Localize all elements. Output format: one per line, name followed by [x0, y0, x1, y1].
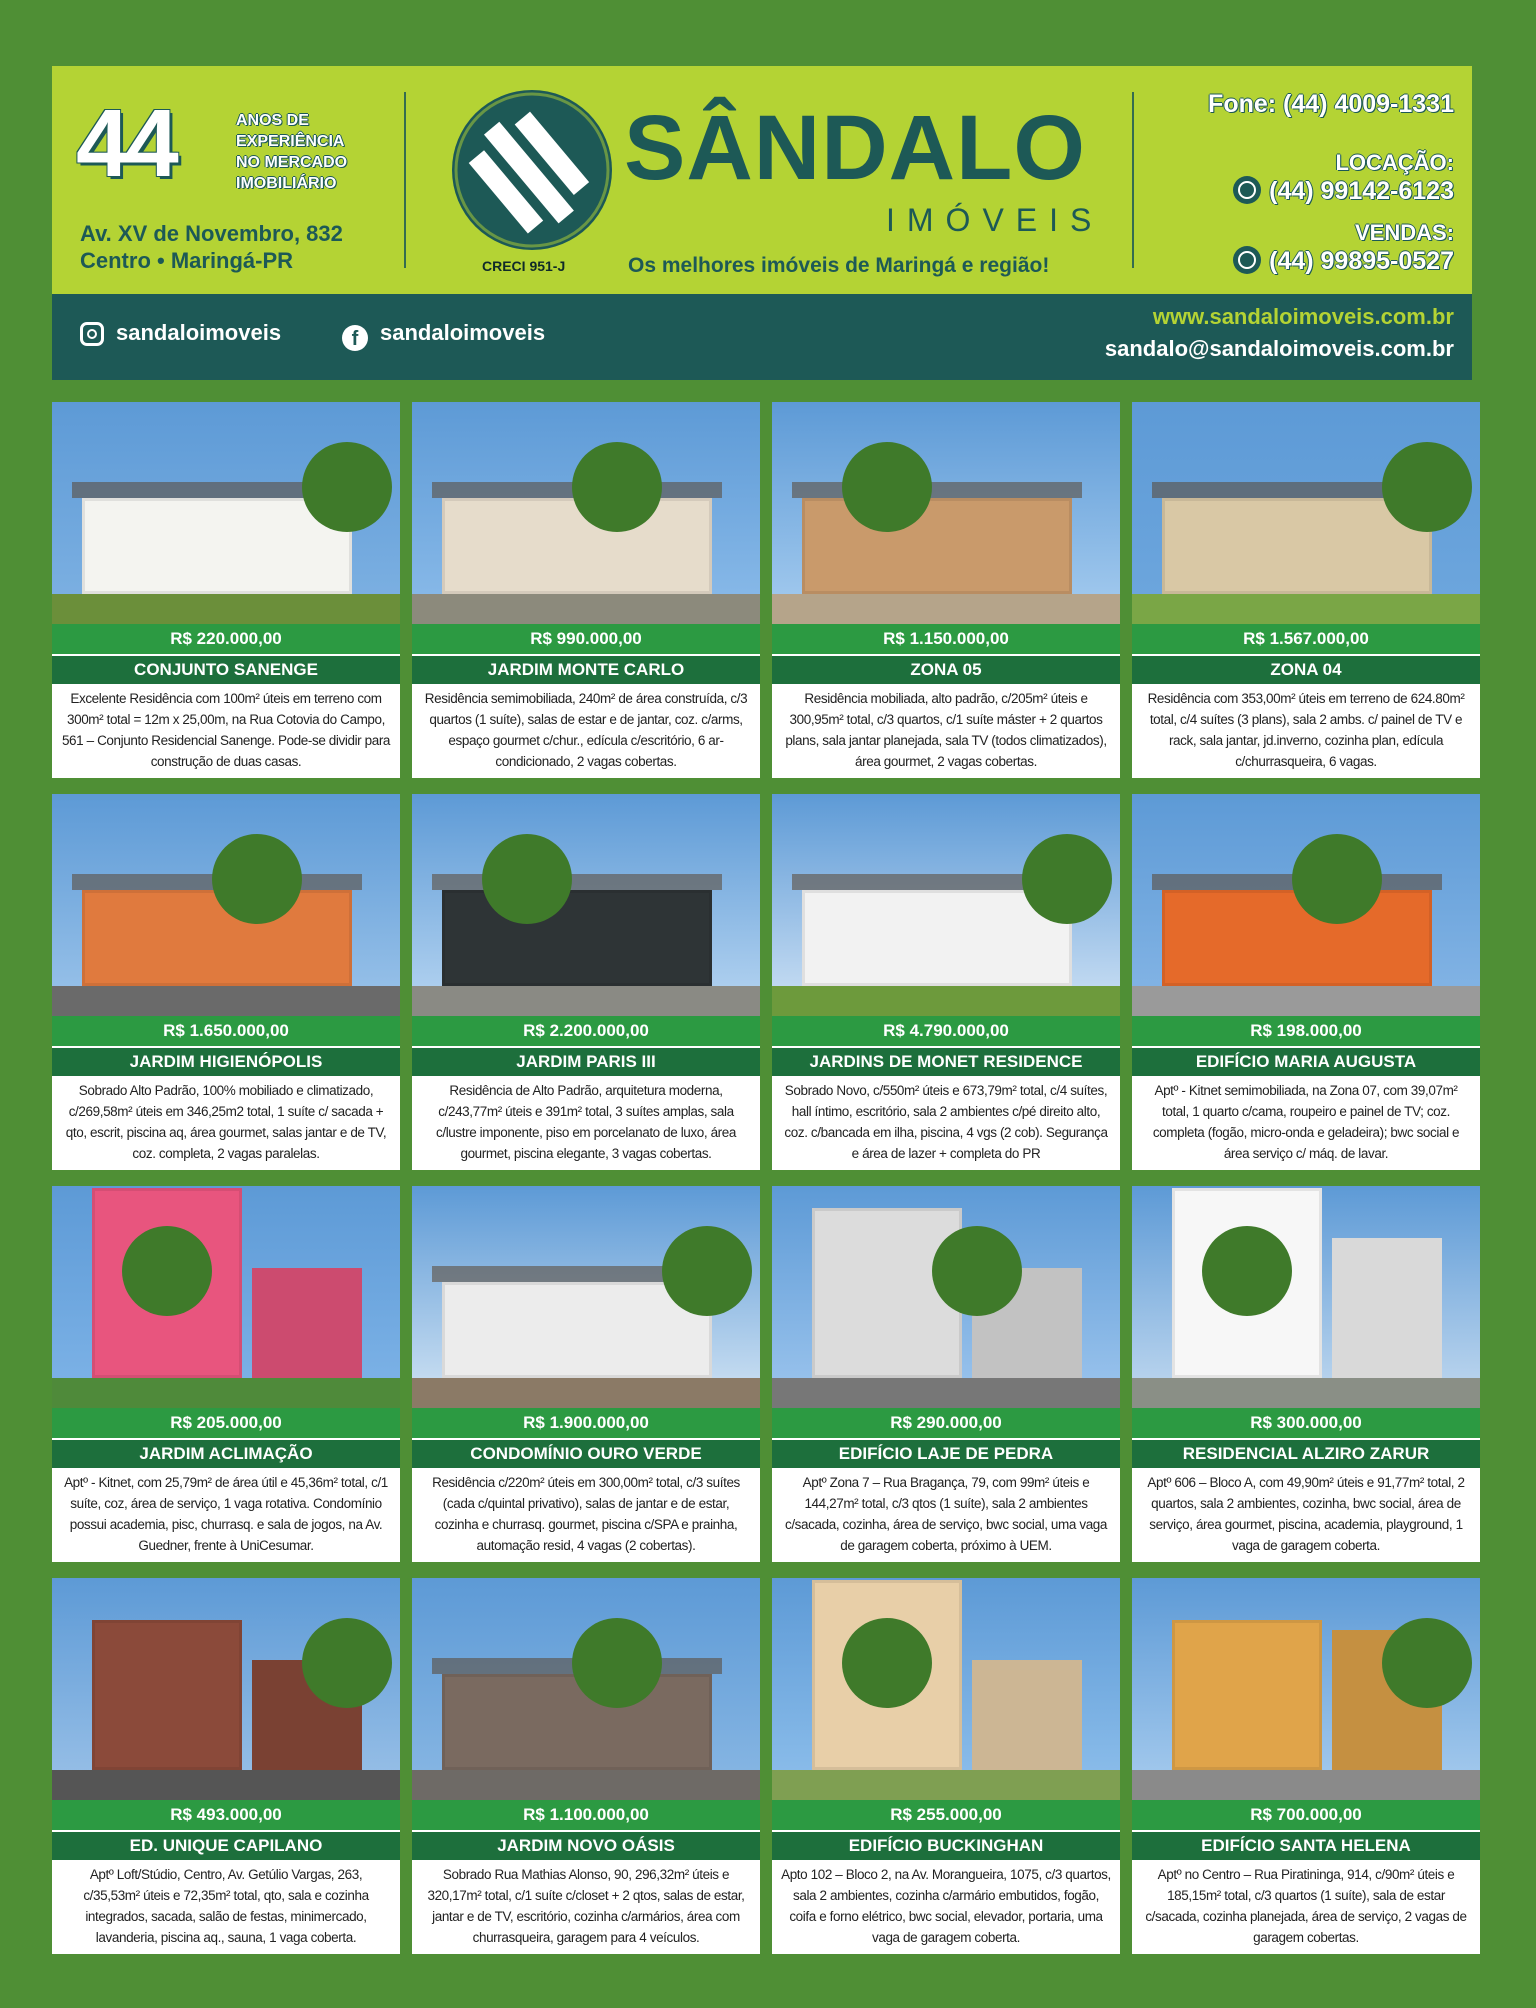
- listing-photo[interactable]: [412, 1578, 760, 1800]
- vendas-phone[interactable]: [1233, 246, 1454, 276]
- listing-price: R$ 4.790.000,00: [772, 1016, 1120, 1046]
- listing-name: EDIFÍCIO BUCKINGHAN: [772, 1832, 1120, 1860]
- address-line: Centro • Maringá-PR: [80, 248, 294, 273]
- listing-name: EDIFÍCIO LAJE DE PEDRA: [772, 1440, 1120, 1468]
- listing-photo[interactable]: [772, 1578, 1120, 1800]
- listing-description: Residência de Alto Padrão, arquitetura moderna, c/243,77m² úteis e 391m² total, 3 suítes amplas, sala c/lustre imponente, piso em porcelanato de luxo, área gourmet, piscina elegante, 3 vagas cobertas.: [436, 1083, 736, 1161]
- listing-name: ZONA 04: [1132, 656, 1480, 684]
- listing-photo[interactable]: [412, 1186, 760, 1408]
- listing-photo[interactable]: [1132, 402, 1480, 624]
- listing-name: EDIFÍCIO MARIA AUGUSTA: [1132, 1048, 1480, 1076]
- header-banner: [52, 66, 1472, 294]
- listing-price: R$ 1.900.000,00: [412, 1408, 760, 1438]
- logo-icon: [452, 90, 612, 250]
- listing-description: Excelente Residência com 100m² úteis em terreno com 300m² total = 12m x 25,00m, na Rua Cotovia do Campo, 561 – Conjunto Residencial Sanenge. Pode-se dividir para construção de duas casas.: [61, 691, 391, 769]
- listing-photo[interactable]: [1132, 1186, 1480, 1408]
- listing-photo[interactable]: [52, 794, 400, 1016]
- listing-description: Sobrado Alto Padrão, 100% mobiliado e climatizado, c/269,58m² úteis em 346,25m2 total, 1 suíte c/ sacada + qto, escrit, piscina aq, área gourmet, salas jantar e de TV, coz. completa, 2 vagas paralelas.: [65, 1083, 387, 1161]
- listing-price: R$ 1.567.000,00: [1132, 624, 1480, 654]
- listing-photo[interactable]: [412, 794, 760, 1016]
- years-text-line: ANOS DE: [236, 112, 309, 129]
- listing-name: EDIFÍCIO SANTA HELENA: [1132, 1832, 1480, 1860]
- listing-name: ED. UNIQUE CAPILANO: [52, 1832, 400, 1860]
- whatsapp-icon: [1233, 176, 1261, 204]
- instagram-icon: [80, 322, 104, 346]
- locacao-phone[interactable]: [1233, 176, 1454, 206]
- facebook-handle: sandaloimoveis: [380, 320, 546, 345]
- listing-price: R$ 220.000,00: [52, 624, 400, 654]
- listing-card[interactable]: [52, 794, 400, 1170]
- creci: CRECI 951-J: [482, 258, 566, 274]
- years-number: 44: [76, 90, 175, 197]
- listing-card[interactable]: [1132, 1578, 1480, 1954]
- listing-name: JARDINS DE MONET RESIDENCE: [772, 1048, 1120, 1076]
- years-text-line: EXPERIÊNCIA: [236, 133, 345, 150]
- listing-photo[interactable]: [412, 402, 760, 624]
- listing-description: Residência com 353,00m² úteis em terreno de 624.80m² total, c/4 suítes (3 plans), sala 2 ambs. c/ painel de TV e rack, sala jantar, jd.inverno, cozinha plan, edícula c/churrasqueira, 6 vagas.: [1147, 691, 1465, 769]
- listing-description: Aptº 606 – Bloco A, com 49,90m² úteis e 91,77m² total, 2 quartos, sala 2 ambientes, cozinha, bwc social, área de serviço, área gourmet, piscina, academia, playground, 1 vaga de garagem coberta.: [1147, 1475, 1465, 1553]
- listing-photo[interactable]: [1132, 1578, 1480, 1800]
- instagram-handle: sandaloimoveis: [116, 320, 282, 345]
- listing-card[interactable]: [412, 402, 760, 778]
- listing-price: R$ 1.100.000,00: [412, 1800, 760, 1830]
- listing-price: R$ 290.000,00: [772, 1408, 1120, 1438]
- divider: [404, 92, 406, 268]
- listing-photo[interactable]: [52, 1578, 400, 1800]
- listing-description: Aptº Zona 7 – Rua Bragança, 79, com 99m² úteis e 144,27m² total, c/3 qtos (1 suíte), sala 2 ambientes c/sacada, cozinha, área de serviço, bwc social, uma vaga de garagem coberta, próximo à UEM.: [784, 1475, 1108, 1553]
- listing-price: R$ 1.150.000,00: [772, 624, 1120, 654]
- listing-description: Aptº Loft/Stúdio, Centro, Av. Getúlio Vargas, 263, c/35,53m² úteis e 72,35m² total, qto, sala e cozinha integrados, sacada, salão de festas, minimercado, lavanderia, piscina aq., sauna, 1 vaga coberta.: [83, 1867, 369, 1945]
- listing-price: R$ 990.000,00: [412, 624, 760, 654]
- listing-description: Sobrado Rua Mathias Alonso, 90, 296,32m² úteis e 320,17m² total, c/1 suíte c/closet + 2 qtos, salas de estar, jantar e de TV, escritório, cozinha c/armários, área com churrasqueira, garagem para 4 veículos.: [427, 1867, 745, 1945]
- years-text: [236, 110, 396, 194]
- locacao-label: LOCAÇÃO:: [1335, 150, 1454, 175]
- vendas-phone-number: (44) 99895-0527: [1269, 247, 1454, 275]
- listing-photo[interactable]: [772, 402, 1120, 624]
- listing-card[interactable]: [772, 402, 1120, 778]
- listing-price: R$ 700.000,00: [1132, 1800, 1480, 1830]
- listing-card[interactable]: [1132, 1186, 1480, 1562]
- whatsapp-icon: [1233, 246, 1261, 274]
- listing-description: Aptº - Kitnet semimobiliada, na Zona 07, com 39,07m² total, 1 quarto c/cama, roupeiro e painel de TV; coz. completa (fogão, micro-onda e geladeira); bwc social e área serviço c/ máq. de lavar.: [1152, 1083, 1460, 1161]
- listing-name: ZONA 05: [772, 656, 1120, 684]
- years-text-line: NO MERCADO: [236, 154, 348, 171]
- website-link[interactable]: www.sandaloimoveis.com.br: [1152, 304, 1454, 329]
- tagline: Os melhores imóveis de Maringá e região!: [628, 254, 1050, 277]
- address: [80, 220, 343, 274]
- listing-card[interactable]: [1132, 402, 1480, 778]
- listing-name: JARDIM ACLIMAÇÃO: [52, 1440, 400, 1468]
- listing-description: Apto 102 – Bloco 2, na Av. Morangueira, 1075, c/3 quartos, sala 2 ambientes, cozinha c/armário embutidos, fogão, coifa e forno elétrico, bwc social, elevador, portaria, uma vaga de garagem coberta.: [781, 1867, 1111, 1945]
- listing-card[interactable]: [772, 1578, 1120, 1954]
- listing-name: JARDIM MONTE CARLO: [412, 656, 760, 684]
- listing-description: Sobrado Novo, c/550m² úteis e 673,79m² total, c/4 suítes, hall íntimo, escritório, sala 2 ambientes c/pé direito alto, coz. c/bancada em ilha, piscina, 4 vgs (2 cob). Segurança e área de lazer + completa do PR: [784, 1083, 1108, 1161]
- listing-description: Residência mobiliada, alto padrão, c/205m² úteis e 300,95m² total, c/3 quartos, c/1 suíte máster + 2 quartos plans, sala jantar planejada, sala TV (todos climatizados), área gourmet, 2 vagas cobertas.: [785, 691, 1107, 769]
- listing-description: Aptº - Kitnet, com 25,79m² de área útil e 45,36m² total, c/1 suíte, coz, área de serviço, 1 vaga rotativa. Condomínio possui academia, pisc, churrasq. e sala de jogos, na Av. Guedner, frente à UniCesumar.: [64, 1475, 388, 1553]
- brand-subtitle: IMÓVEIS: [886, 202, 1104, 238]
- phone[interactable]: Fone: (44) 4009-1331: [1208, 90, 1454, 118]
- instagram-link[interactable]: [80, 320, 281, 346]
- listing-photo[interactable]: [52, 1186, 400, 1408]
- listing-price: R$ 300.000,00: [1132, 1408, 1480, 1438]
- listing-name: JARDIM NOVO OÁSIS: [412, 1832, 760, 1860]
- years-text-line: IMOBILIÁRIO: [236, 175, 337, 192]
- listing-name: RESIDENCIAL ALZIRO ZARUR: [1132, 1440, 1480, 1468]
- listing-name: JARDIM HIGIENÓPOLIS: [52, 1048, 400, 1076]
- listing-name: CONDOMÍNIO OURO VERDE: [412, 1440, 760, 1468]
- listing-card[interactable]: [52, 1186, 400, 1562]
- address-line: Av. XV de Novembro, 832: [80, 221, 343, 246]
- listing-description: Aptº no Centro – Rua Piratininga, 914, c/90m² úteis e 185,15m² total, c/3 quartos (1 suíte), sala de estar c/sacada, cozinha planejada, área de serviço, 2 vagas de garagem cobertas.: [1145, 1867, 1467, 1945]
- listing-photo[interactable]: [52, 402, 400, 624]
- listing-price: R$ 493.000,00: [52, 1800, 400, 1830]
- listing-price: R$ 2.200.000,00: [412, 1016, 760, 1046]
- listing-card[interactable]: [772, 1186, 1120, 1562]
- listing-card[interactable]: [412, 1578, 760, 1954]
- listing-photo[interactable]: [772, 794, 1120, 1016]
- listing-card[interactable]: [1132, 794, 1480, 1170]
- listing-card[interactable]: [52, 402, 400, 778]
- listing-card[interactable]: [412, 1186, 760, 1562]
- listing-card[interactable]: [772, 794, 1120, 1170]
- email-link[interactable]: sandalo@sandaloimoveis.com.br: [1104, 336, 1454, 361]
- vendas-label: VENDAS:: [1354, 220, 1454, 245]
- listing-description: Residência semimobiliada, 240m² de área construída, c/3 quartos (1 suíte), salas de estar e de jantar, coz. c/arms, espaço gourmet c/chur., edícula c/escritório, 6 ar-condicionado, 2 vagas cobertas.: [424, 691, 748, 769]
- listing-price: R$ 255.000,00: [772, 1800, 1120, 1830]
- listing-photo[interactable]: [772, 1186, 1120, 1408]
- listing-name: JARDIM PARIS III: [412, 1048, 760, 1076]
- listing-price: R$ 205.000,00: [52, 1408, 400, 1438]
- listing-photo[interactable]: [1132, 794, 1480, 1016]
- listing-description: Residência c/220m² úteis em 300,00m² total, c/3 suítes (cada c/quintal privativo), salas de jantar e de estar, cozinha e churrasq. gourmet, piscina c/SPA e prainha, automação resid, 4 vagas (2 cobertas).: [432, 1475, 740, 1553]
- divider: [1132, 92, 1134, 268]
- locacao-phone-number: (44) 99142-6123: [1269, 177, 1454, 205]
- listing-card[interactable]: [52, 1578, 400, 1954]
- listing-price: R$ 1.650.000,00: [52, 1016, 400, 1046]
- listing-price: R$ 198.000,00: [1132, 1016, 1480, 1046]
- social-bar: [52, 294, 1472, 380]
- facebook-link[interactable]: [342, 320, 545, 351]
- listing-card[interactable]: [412, 794, 760, 1170]
- brand-name: SÂNDALO: [624, 97, 1086, 199]
- facebook-icon: f: [342, 325, 368, 351]
- listing-name: CONJUNTO SANENGE: [52, 656, 400, 684]
